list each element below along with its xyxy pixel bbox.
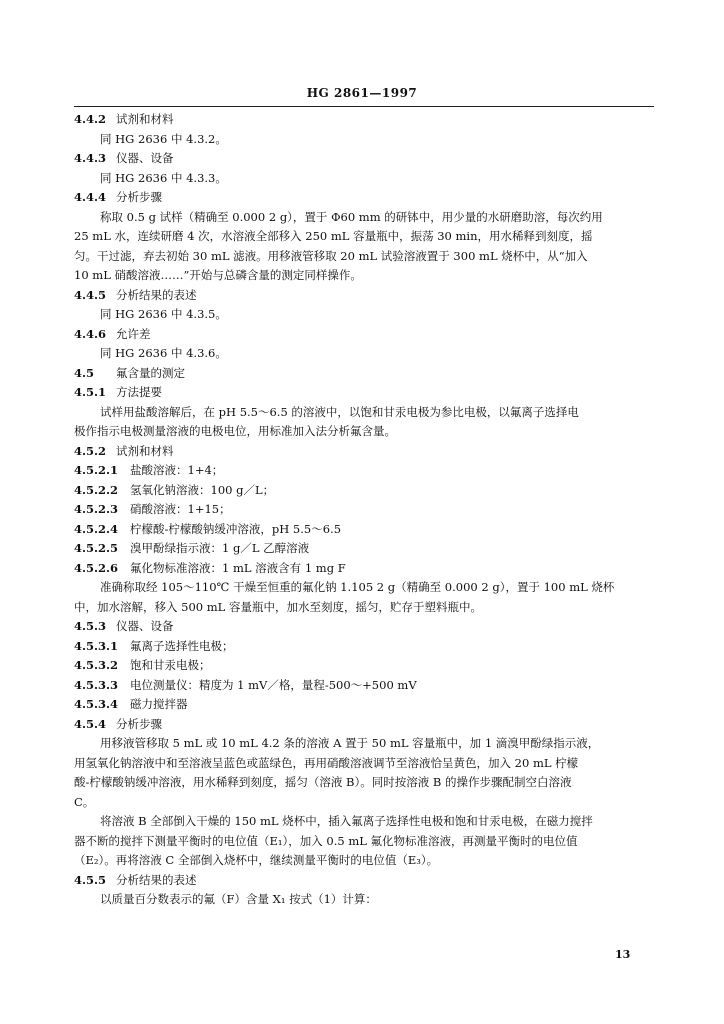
subsection-number: 4.5.2.1 [74, 463, 119, 477]
paragraph-line [74, 422, 654, 442]
paragraph-line [74, 812, 654, 832]
subsection-number: 4.5.2.6 [74, 560, 119, 575]
subsection-number: 4.5.2.4 [74, 521, 119, 536]
line-text: 盐酸溶液：1+4； [130, 463, 224, 477]
section-number: 4.4.2 [74, 112, 107, 126]
paragraph-line [74, 578, 654, 598]
line-text: （E₂）。再将溶液 C 全部倒入烧杯中，继续测量平衡时的电位值（E₃）。 [74, 853, 439, 867]
paragraph-line [74, 890, 654, 910]
section-line [74, 461, 654, 481]
paragraph-line [74, 773, 654, 793]
section-number: 4.5.5 [74, 872, 107, 887]
subsection-number: 4.5.3.2 [74, 658, 119, 672]
section-line [74, 500, 654, 520]
section-line [74, 715, 654, 735]
section-number: 4.5.2 [74, 443, 107, 458]
line-text: 分析步骤 [116, 716, 162, 731]
line-text: 器不断的搅拌下测量平衡时的电位值（E₁），加入 0.5 mL 氟化物标准溶液，再测量平衡时的电位值 [74, 833, 578, 848]
section-line [74, 383, 654, 403]
line-text: 分析结果的表述 [116, 872, 197, 887]
document-body [74, 110, 654, 910]
section-line [74, 637, 654, 657]
line-text: 溴甲酚绿指示液：1 g／L 乙醇溶液 [130, 541, 310, 555]
line-text: 同 HG 2636 中 4.3.2。 [100, 131, 227, 146]
subsection-number: 4.5.3.4 [74, 697, 119, 711]
section-line [74, 520, 654, 540]
line-text: 酸-柠檬酸钠缓冲溶液，用水稀释到刻度，摇匀（溶液 B）。同时按溶液 B 的操作步骤配制空白溶液 [74, 775, 572, 789]
line-text: 允许差 [116, 326, 151, 341]
paragraph-line [74, 344, 654, 364]
line-text: 将溶液 B 全部倒入干燥的 150 mL 烧杯中，插入氟离子选择性电极和饱和甘汞电极，在磁力搅拌 [100, 814, 593, 828]
section-line [74, 695, 654, 715]
line-text: 磁力搅拌器 [130, 697, 188, 711]
paragraph-line [74, 208, 654, 228]
line-text: 硝酸溶液：1+15； [130, 502, 231, 516]
line-text: 同 HG 2636 中 4.3.3。 [100, 170, 227, 185]
paragraph-line [74, 793, 654, 813]
paragraph-line [74, 754, 654, 774]
line-text: 25 mL 水，连续研磨 4 次，水溶液全部移入 250 mL 容量瓶中，振荡 30 min，用水稀释到刻度，摇 [74, 229, 593, 243]
section-line [74, 442, 654, 462]
line-text: 准确称取经 105～110℃ 干燥至恒重的氟化钠 1.105 2 g（精确至 0.000 2 g），置于 100 mL 烧杯 [100, 580, 615, 594]
line-text: C。 [74, 794, 95, 809]
section-number: 4.5.1 [74, 385, 107, 399]
line-text: 柠檬酸-柠檬酸钠缓冲溶液，pH 5.5～6.5 [130, 521, 342, 536]
line-text: 氢氧化钠溶液：100 g／L； [130, 482, 275, 497]
paragraph-line [74, 266, 654, 286]
line-text: 饱和甘汞电极； [130, 658, 211, 672]
section-line [74, 149, 654, 169]
section-number: 4.5 [74, 365, 95, 380]
line-text: 分析步骤 [116, 190, 162, 204]
paragraph-line [74, 403, 654, 423]
section-number: 4.4.3 [74, 151, 107, 165]
section-line [74, 539, 654, 559]
line-text: 仪器、设备 [116, 151, 174, 165]
paragraph-line [74, 851, 654, 871]
page-header: HG 2861—1997 [306, 86, 418, 100]
line-text: 同 HG 2636 中 4.3.6。 [100, 346, 227, 360]
line-text: 试样用盐酸溶解后，在 pH 5.5～6.5 的溶液中，以饱和甘汞电极为参比电极，以氟离子选择电 [100, 404, 579, 419]
line-text: 用移液管移取 5 mL 或 10 mL 4.2 条的溶液 A 置于 50 mL 容量瓶中，加 1 滴溴甲酚绿指示液， [100, 736, 600, 750]
line-text: 匀。干过滤，弃去初始 30 mL 滤液。用移液管移取 20 mL 试验溶液置于 300 mL 烧杯中，从“加入 [74, 248, 588, 263]
section-number: 4.4.4 [74, 190, 107, 204]
line-text: 极作指示电极测量溶液的电极电位，用标准加入法分析氟含量。 [74, 424, 396, 438]
section-line [74, 286, 654, 306]
line-text: 10 mL 硝酸溶液……”开始与总磷含量的测定同样操作。 [74, 268, 362, 282]
section-line [74, 559, 654, 579]
line-text: 分析结果的表述 [116, 287, 197, 302]
section-number: 4.4.6 [74, 326, 107, 341]
line-text: 方法提要 [116, 385, 162, 399]
line-text: 仪器、设备 [116, 619, 174, 633]
line-text: 电位测量仪：精度为 1 mV／格，量程-500～+500 mV [130, 677, 417, 692]
line-text: 试剂和材料 [116, 443, 174, 458]
subsection-number: 4.5.2.3 [74, 502, 119, 516]
section-line [74, 325, 654, 345]
line-text: 氟离子选择性电极； [130, 638, 234, 653]
line-text: 用氢氧化钠溶液中和至溶液呈蓝色或蓝绿色，再用硝酸溶液调节至溶液恰呈黄色，加入 20 mL 柠檬 [74, 755, 579, 770]
line-text: 氟化物标准溶液：1 mL 溶液含有 1 mg F [130, 560, 346, 575]
line-text: 氟含量的测定 [116, 365, 185, 380]
paragraph-line [74, 305, 654, 325]
section-line [74, 676, 654, 696]
section-line [74, 871, 654, 891]
section-number: 4.5.3 [74, 619, 107, 633]
line-text: 称取 0.5 g 试样（精确至 0.000 2 g），置于 Φ60 mm 的研钵中，用少量的水研磨助溶，每次约用 [100, 209, 603, 224]
section-line [74, 481, 654, 501]
subsection-number: 4.5.2.5 [74, 541, 119, 555]
line-text: 以质量百分数表示的氟（F）含量 X₁ 按式（1）计算： [100, 892, 377, 906]
section-line [74, 656, 654, 676]
paragraph-line [74, 227, 654, 247]
paragraph-line [74, 832, 654, 852]
section-line [74, 110, 654, 130]
page-number: 13 [615, 948, 631, 961]
paragraph-line [74, 247, 654, 267]
section-line [74, 617, 654, 637]
section-line [74, 364, 654, 384]
section-line [74, 188, 654, 208]
section-number: 4.4.5 [74, 287, 107, 302]
section-number: 4.5.4 [74, 716, 107, 731]
paragraph-line [74, 734, 654, 754]
header-rule [74, 106, 654, 107]
paragraph-line [74, 130, 654, 150]
line-text: 同 HG 2636 中 4.3.5。 [100, 307, 227, 321]
line-text: 试剂和材料 [116, 112, 174, 126]
paragraph-line [74, 598, 654, 618]
paragraph-line [74, 169, 654, 189]
subsection-number: 4.5.3.3 [74, 677, 119, 692]
subsection-number: 4.5.3.1 [74, 638, 119, 653]
subsection-number: 4.5.2.2 [74, 482, 119, 497]
line-text: 中，加水溶解，移入 500 mL 容量瓶中，加水至刻度，摇匀，贮存于塑料瓶中。 [74, 599, 482, 614]
